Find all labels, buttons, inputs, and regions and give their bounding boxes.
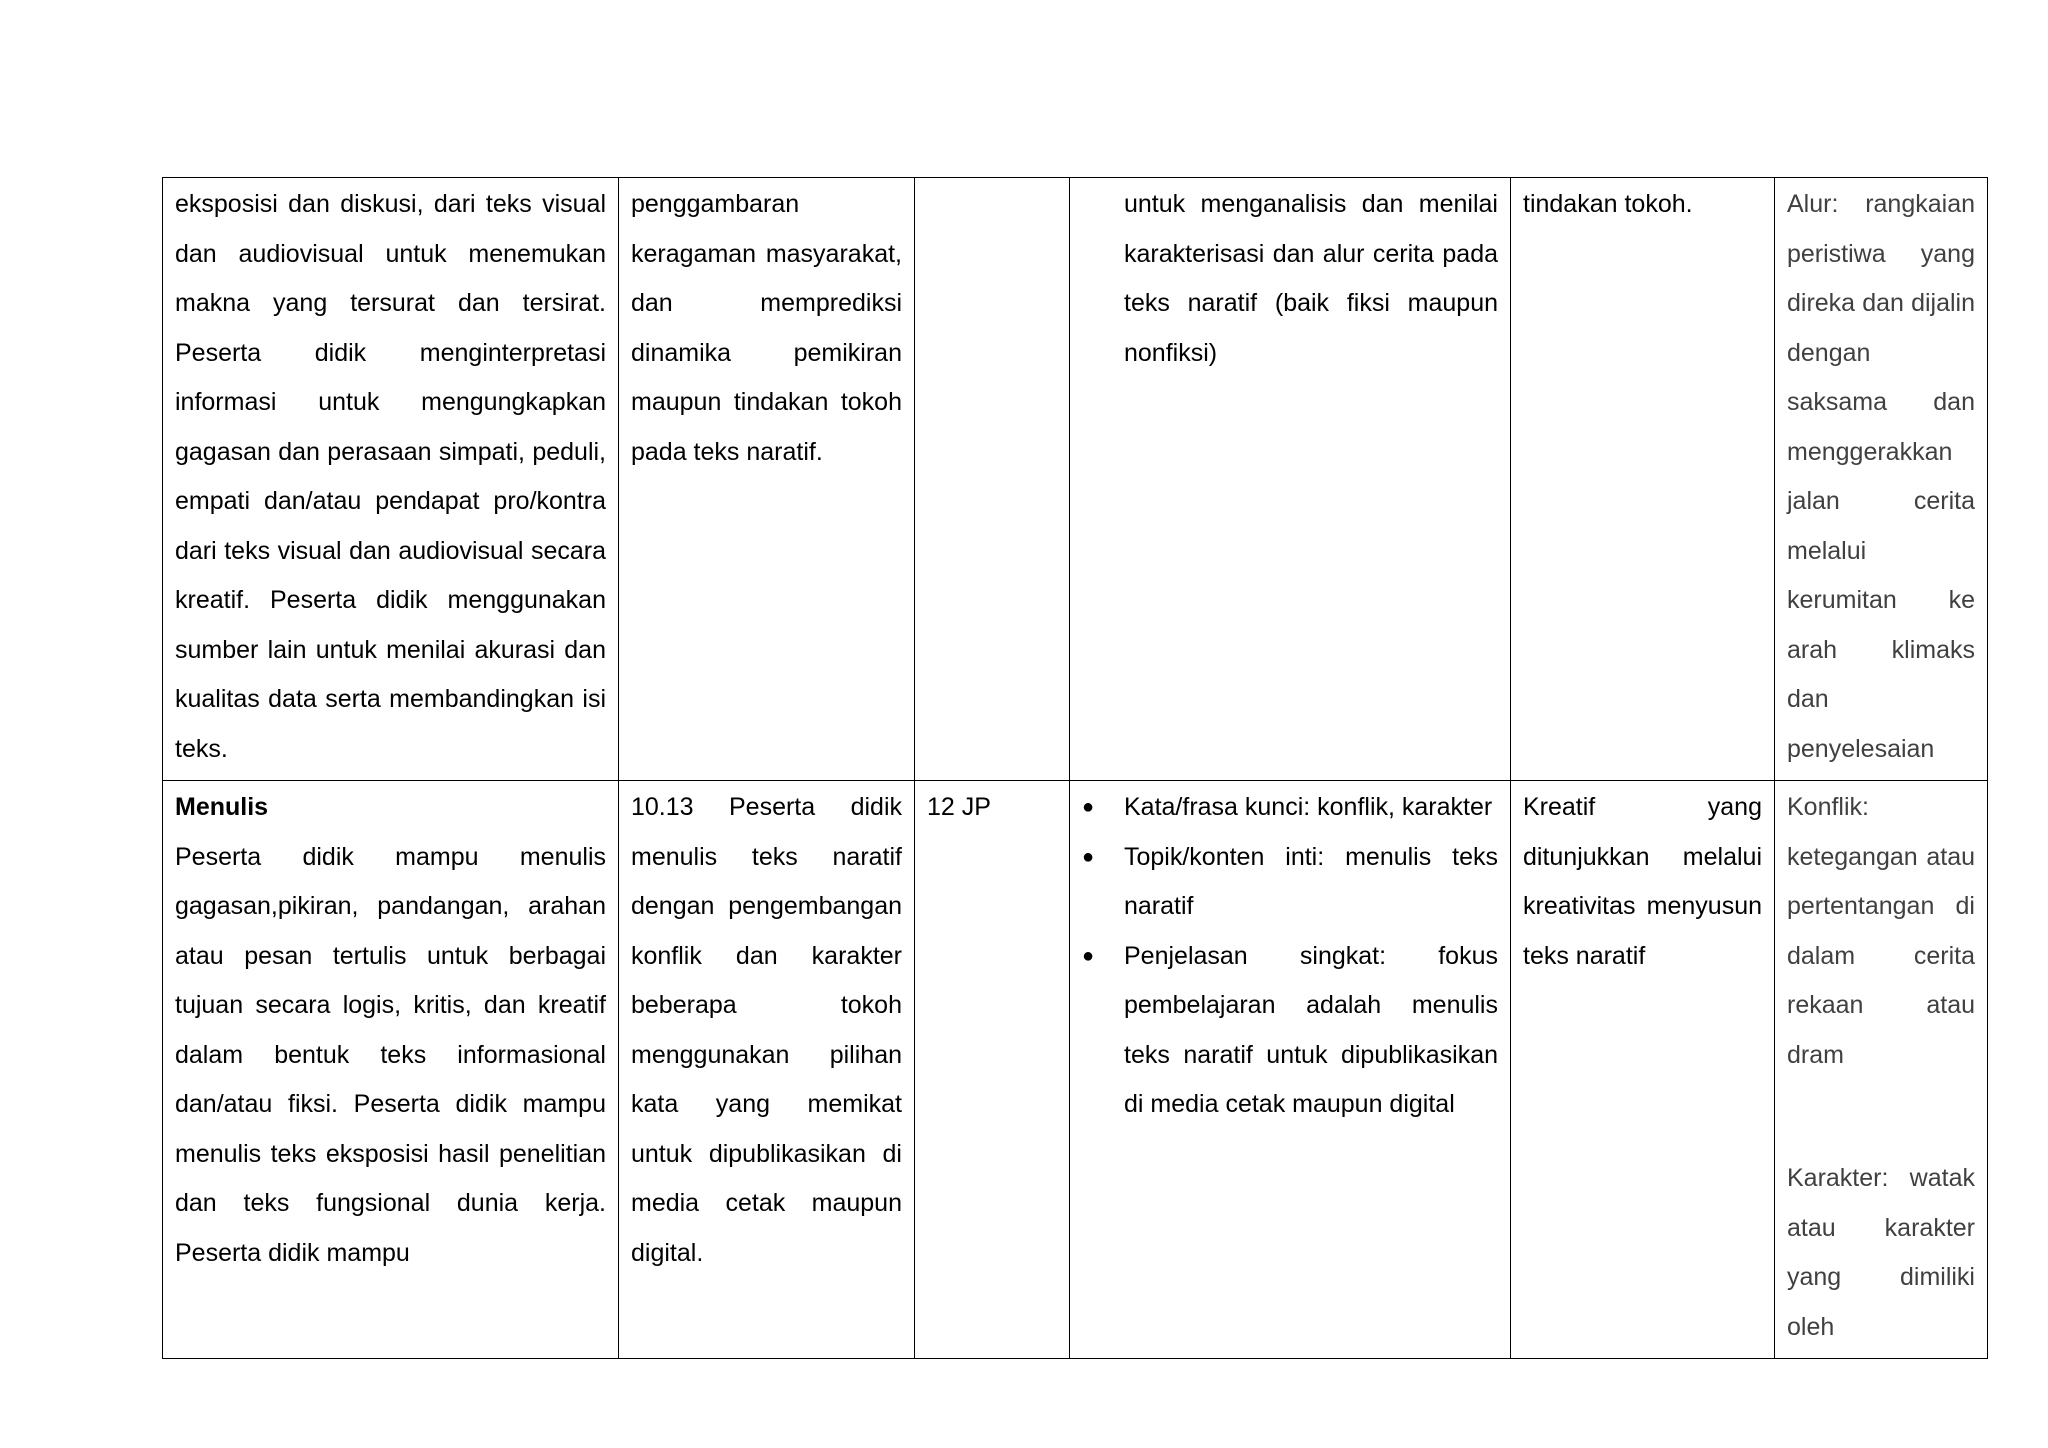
bullet-item: ● Kata/frasa kunci: konflik, karakter bbox=[1124, 783, 1498, 833]
learning-objective-text: penggambaran keragaman masyarakat, dan memprediksi dinamika pemikiran maupun tindakan tokoh pada teks naratif. bbox=[631, 190, 902, 466]
glossary-cell bbox=[1775, 178, 1988, 781]
competency-text: eksposisi dan diskusi, dari teks visual dan audiovisual untuk menemukan makna yang tersurat dan tersirat. Peserta didik menginterpretasi informasi untuk mengungkapkan gagasan dan perasaan simpati, peduli, empati dan/atau pendapat pro/kontra dari teks visual dan audiovisual secara kreatif. Peserta didik menggunakan sumber lain untuk menilai akurasi dan kualitas data serta membandingkan isi teks. bbox=[175, 190, 606, 763]
content-bullet-list bbox=[1082, 783, 1498, 1130]
profile-cell bbox=[1511, 178, 1775, 781]
learning-objective-cell bbox=[619, 178, 915, 781]
learning-objective-text: 10.13 Peserta didik menulis teks naratif dengan pengembangan konflik dan karakter beberapa tokoh menggunakan pilihan kata yang memikat untuk dipublikasikan di media cetak maupun digital. bbox=[631, 793, 902, 1267]
competency-heading: Menulis bbox=[175, 793, 269, 821]
glossary-cell bbox=[1775, 781, 1988, 1359]
glossary-text: Karakter: watak atau karakter yang dimiliki oleh bbox=[1787, 1164, 1975, 1341]
competency-cell bbox=[163, 781, 619, 1359]
time-allocation-text: 12 JP bbox=[927, 793, 991, 821]
table-row bbox=[163, 781, 1988, 1359]
content-cell bbox=[1070, 178, 1511, 781]
bullet-item: ● Topik/konten inti: menulis teks naratif bbox=[1124, 833, 1498, 932]
glossary-text: Konflik: ketegangan atau pertentangan di dalam cerita rekaan atau dram bbox=[1787, 793, 1975, 1069]
profile-cell bbox=[1511, 781, 1775, 1359]
content-cell bbox=[1070, 781, 1511, 1359]
time-allocation-cell bbox=[915, 781, 1070, 1359]
curriculum-table bbox=[162, 177, 1988, 1359]
competency-text: Peserta didik mampu menulis gagasan,pikiran, pandangan, arahan atau pesan tertulis untuk berbagai tujuan secara logis, kritis, dan kreatif dalam bentuk teks informasional dan/atau fiksi. Peserta didik mampu menulis teks eksposisi hasil penelitian dan teks fungsional dunia kerja. Peserta didik mampu bbox=[175, 842, 606, 1267]
bullet-item: ● Penjelasan singkat: fokus pembelajaran adalah menulis teks naratif untuk dipublikasikan di media cetak maupun digital bbox=[1124, 932, 1498, 1130]
glossary-text: Alur: rangkaian peristiwa yang direka dan dijalin dengan saksama dan menggerakkan jalan cerita melalui kerumitan ke arah klimaks dan penyelesaian bbox=[1787, 190, 1975, 763]
profile-text: Kreatif yang ditunjukkan melalui kreativitas menyusun teks naratif bbox=[1523, 793, 1762, 970]
competency-cell bbox=[163, 178, 619, 781]
content-text: untuk menganalisis dan menilai karakterisasi dan alur cerita pada teks naratif (baik fiksi maupun nonfiksi) bbox=[1124, 190, 1498, 367]
profile-text: tindakan tokoh. bbox=[1523, 190, 1693, 218]
time-allocation-cell bbox=[915, 178, 1070, 781]
table-row bbox=[163, 178, 1988, 781]
learning-objective-cell bbox=[619, 781, 915, 1359]
